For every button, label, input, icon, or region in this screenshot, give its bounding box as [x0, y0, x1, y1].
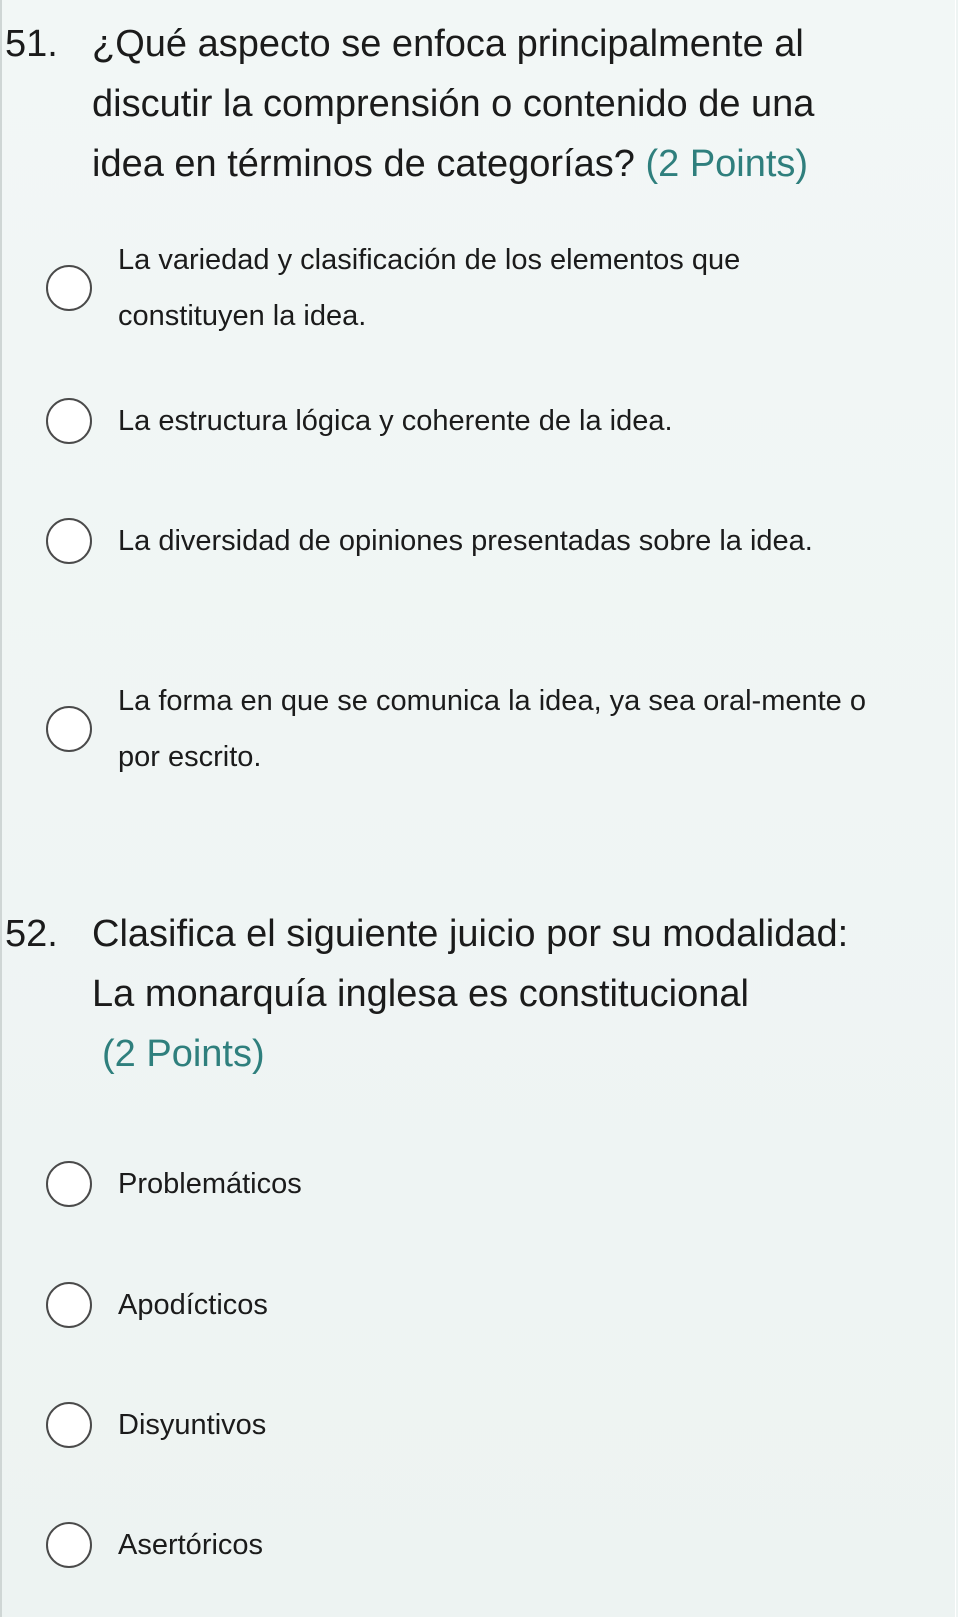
question-52-title — [2, 904, 952, 1084]
radio-button[interactable] — [46, 1282, 92, 1328]
points-label: (2 Points) — [645, 143, 809, 185]
option-label: Asertóricos — [118, 1529, 264, 1561]
radio-button[interactable] — [46, 1522, 92, 1568]
question-text-line: ¿Qué aspecto se enfoca principalmente al — [92, 23, 804, 65]
radio-button[interactable] — [46, 518, 92, 564]
option-label: La estructura lógica y coherente de la idea. — [118, 405, 673, 437]
question-52 — [2, 904, 952, 1084]
question-text-line: Clasifica el siguiente juicio por su modalidad: — [92, 913, 849, 955]
question-number: 52. — [5, 913, 58, 955]
option-51-d[interactable] — [46, 673, 926, 785]
radio-button[interactable] — [46, 1402, 92, 1448]
option-51-a[interactable] — [46, 232, 926, 344]
radio-button[interactable] — [46, 706, 92, 752]
option-label: Apodícticos — [118, 1289, 268, 1321]
points-label: (2 Points) — [102, 1033, 265, 1075]
question-text-line: discutir la comprensión o contenido de una — [92, 83, 815, 125]
option-52-b[interactable] — [46, 1277, 926, 1333]
option-51-c[interactable] — [46, 513, 926, 569]
option-52-d[interactable] — [46, 1517, 926, 1573]
question-text-line: La monarquía inglesa es constitucional — [92, 973, 749, 1015]
option-label: La variedad y clasificación de los elementos que constituyen la idea. — [118, 244, 741, 332]
radio-button[interactable] — [46, 265, 92, 311]
option-52-a[interactable] — [46, 1156, 926, 1212]
question-51-title — [2, 14, 952, 194]
question-number: 51. — [5, 23, 58, 65]
radio-button[interactable] — [46, 398, 92, 444]
radio-button[interactable] — [46, 1161, 92, 1207]
option-label: Problemáticos — [118, 1168, 302, 1200]
question-51 — [2, 14, 952, 194]
option-label: Disyuntivos — [118, 1409, 267, 1441]
option-52-c[interactable] — [46, 1397, 926, 1453]
option-label: La diversidad de opiniones presentadas sobre la idea. — [118, 525, 813, 557]
option-51-b[interactable] — [46, 393, 926, 449]
option-label: La forma en que se comunica la idea, ya sea oral-mente o por escrito. — [118, 685, 866, 773]
question-text-line: idea en términos de categorías? (2 Points) — [92, 143, 809, 185]
